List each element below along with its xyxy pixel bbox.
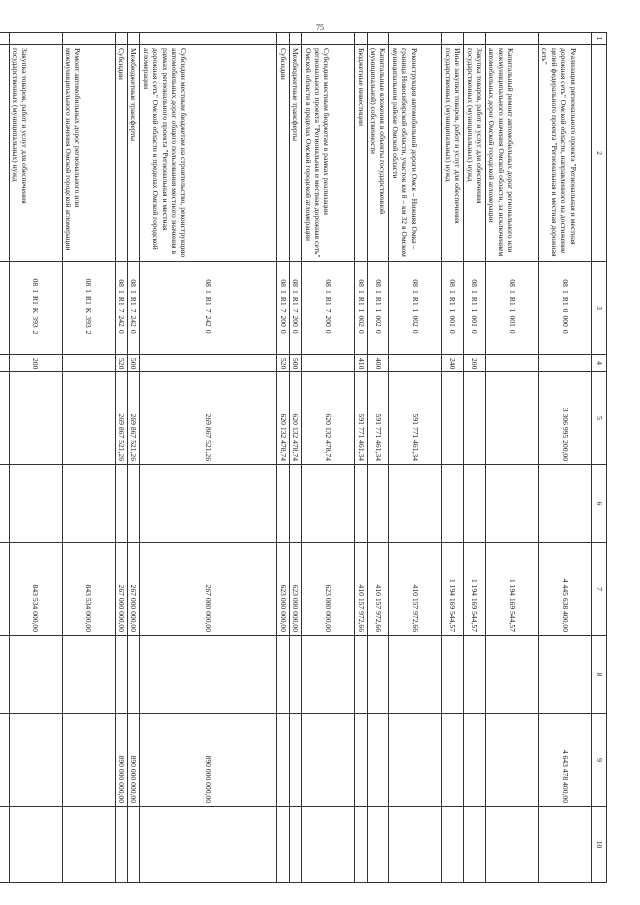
table-row — [0, 33, 9, 883]
table-row — [367, 33, 389, 883]
cell-col8 — [9, 636, 62, 714]
code-part: 08 — [291, 279, 301, 287]
table-row — [355, 33, 367, 883]
code-part: 08 — [411, 279, 421, 287]
cell-col7: 1 194 169 544,57 — [486, 543, 539, 636]
code-part: 08 — [373, 279, 383, 287]
cell-col9 — [355, 714, 367, 807]
cell-col1 — [367, 33, 389, 45]
cell-code — [486, 262, 539, 355]
cell-col5 — [9, 372, 62, 465]
cell-col5: 620 132 478,74 — [277, 372, 289, 465]
cell-col10 — [486, 807, 539, 883]
cell-col9: 4 643 478 400,00 — [539, 714, 592, 807]
table-row — [389, 33, 442, 883]
cell-code — [127, 262, 139, 355]
cell-col7: 410 157 972,66 — [367, 543, 389, 636]
cell-col6 — [367, 465, 389, 543]
code-part: 08 — [129, 279, 139, 287]
code-part: R1 — [204, 296, 214, 306]
budget-table — [0, 32, 607, 883]
cell-col5 — [62, 372, 115, 465]
cell-name: Межбюджетные трансферты — [289, 45, 301, 262]
code-part: 08 — [323, 279, 333, 287]
code-part: 2 — [84, 330, 94, 335]
cell-col8 — [486, 636, 539, 714]
cell-col7: 267 000 000,00 — [115, 543, 127, 636]
code-part: 0 — [323, 329, 333, 334]
cell-col6 — [9, 465, 62, 543]
code-part: 1 — [448, 308, 458, 313]
cell-col7: 843 534 000,00 — [9, 543, 62, 636]
column-header: 10 — [592, 807, 607, 883]
code-part: R1 — [84, 295, 94, 305]
table-row — [127, 33, 139, 883]
cell-name: Реализация регионального проекта "Региональная и местная дорожная сеть" Омской области, направленного на достижение целей федерального проекта "Региональная и местная дорожная сеть" — [539, 45, 592, 262]
code-part: 7 — [129, 308, 139, 313]
column-header: 8 — [592, 636, 607, 714]
code-part: 1 — [470, 289, 480, 294]
code-part: 001 — [448, 315, 458, 327]
cell-col6 — [389, 465, 442, 543]
cell-col10 — [355, 807, 367, 883]
cell-vr: 520 — [115, 355, 127, 372]
cell-col8 — [277, 636, 289, 714]
cell-col8 — [140, 636, 277, 714]
code-part: 0 — [291, 329, 301, 334]
cell-code — [367, 262, 389, 355]
code-part: R1 — [129, 296, 139, 306]
cell-name: Капитальные вложения в объекты государственной (муниципальной) собственности — [367, 45, 389, 262]
cell-col9 — [389, 714, 442, 807]
code-part: R1 — [31, 295, 41, 305]
cell-col6 — [289, 465, 301, 543]
code-part: 08 — [448, 279, 458, 287]
code-part: 002 — [411, 315, 421, 327]
cell-col5: 620 132 478,74 — [302, 372, 355, 465]
code-part: 08 — [84, 278, 94, 287]
cell-col9 — [277, 714, 289, 807]
cell-vr — [302, 355, 355, 372]
cell-code — [355, 262, 367, 355]
code-part: 0 — [116, 329, 126, 334]
cell-col8 — [62, 636, 115, 714]
code-part: 1 — [84, 289, 94, 293]
cell-col8 — [367, 636, 389, 714]
cell-col6 — [302, 465, 355, 543]
cell-col7: 1 194 169 544,57 — [464, 543, 486, 636]
table-row — [62, 33, 115, 883]
column-header: 2 — [592, 45, 607, 262]
code-part: R1 — [448, 296, 458, 306]
code-part: 002 — [373, 315, 383, 327]
cell-col6 — [486, 465, 539, 543]
cell-col7 — [0, 543, 9, 636]
cell-vr — [389, 355, 442, 372]
cell-code — [539, 262, 592, 355]
cell-col8 — [289, 636, 301, 714]
code-part: 1 — [448, 289, 458, 294]
cell-col9: 890 000 000,00 — [115, 714, 127, 807]
cell-code — [442, 262, 464, 355]
cell-col10 — [442, 807, 464, 883]
cell-code — [0, 262, 9, 355]
code-part: 7 — [204, 308, 214, 313]
cell-col9 — [302, 714, 355, 807]
cell-col8 — [355, 636, 367, 714]
cell-col9 — [62, 714, 115, 807]
code-part: 0 — [560, 329, 570, 334]
code-part: 1 — [356, 308, 366, 313]
cell-col5: 591 771 461,34 — [367, 372, 389, 465]
code-part: 1 — [129, 289, 139, 294]
cell-col5: 3 306 995 200,00 — [539, 372, 592, 465]
code-part: 002 — [356, 315, 366, 327]
code-part: 08 — [278, 279, 288, 287]
cell-col5 — [486, 372, 539, 465]
cell-col6 — [277, 465, 289, 543]
code-part: 0 — [373, 329, 383, 334]
code-part: 1 — [411, 289, 421, 294]
code-part: 7 — [323, 308, 333, 313]
code-part: 1 — [560, 289, 570, 294]
code-part: 1 — [323, 289, 333, 294]
cell-col5 — [0, 372, 9, 465]
page-number: 75 — [316, 23, 324, 32]
cell-col8 — [127, 636, 139, 714]
column-header: 9 — [592, 714, 607, 807]
cell-name: Реконструкция автомобильной дороги Омск – Нижняя Омка – граница Новосибирской области, участок км 8 – км 32 в Омском муниципальном районе Омской области — [389, 45, 442, 262]
code-part: 1 — [116, 289, 126, 294]
cell-col10 — [277, 807, 289, 883]
table-body — [0, 33, 592, 883]
code-part: 2 — [31, 330, 41, 335]
cell-col8 — [389, 636, 442, 714]
cell-col1 — [277, 33, 289, 45]
cell-col1 — [115, 33, 127, 45]
cell-col8 — [115, 636, 127, 714]
rotated-table-wrapper — [10, 32, 607, 882]
cell-col7: 623 000 000,00 — [289, 543, 301, 636]
column-header: 6 — [592, 465, 607, 543]
cell-col1 — [539, 33, 592, 45]
code-part: 0 — [278, 329, 288, 334]
code-part: 0 — [448, 329, 458, 334]
cell-vr: 520 — [277, 355, 289, 372]
code-part: 001 — [507, 315, 517, 327]
cell-col10 — [62, 807, 115, 883]
code-part: 001 — [470, 315, 480, 327]
cell-col5: 269 867 521,26 — [127, 372, 139, 465]
code-part: 0 — [129, 329, 139, 334]
code-part: R1 — [470, 296, 480, 306]
code-part: 200 — [278, 315, 288, 327]
cell-code — [62, 262, 115, 355]
cell-code — [289, 262, 301, 355]
table-row — [539, 33, 592, 883]
cell-col10 — [539, 807, 592, 883]
cell-col7: 410 157 972,66 — [355, 543, 367, 636]
cell-name: Ремонт автомобильных дорог регионального или межмуниципального значения Омской городской агломерации — [62, 45, 115, 262]
cell-vr: 500 — [289, 355, 301, 372]
cell-name: Бюджетные инвестиции — [355, 45, 367, 262]
code-part: 1 — [291, 289, 301, 294]
code-part: 393 — [84, 316, 94, 328]
cell-col5: 620 132 478,74 — [289, 372, 301, 465]
cell-col1 — [302, 33, 355, 45]
cell-vr: 500 — [127, 355, 139, 372]
table-row — [486, 33, 539, 883]
cell-vr — [62, 355, 115, 372]
code-part: R1 — [291, 296, 301, 306]
cell-col5: 269 867 521,26 — [140, 372, 277, 465]
code-part: K — [31, 307, 41, 314]
cell-col10 — [127, 807, 139, 883]
cell-col5: 269 867 521,26 — [115, 372, 127, 465]
cell-col10 — [140, 807, 277, 883]
code-part: 08 — [356, 279, 366, 287]
cell-col6 — [0, 465, 9, 543]
cell-col1 — [289, 33, 301, 45]
cell-col5 — [442, 372, 464, 465]
cell-col6 — [464, 465, 486, 543]
cell-col6 — [539, 465, 592, 543]
cell-name: Закупка товаров, работ и услуг для обеспечения государственных (муниципальных) нужд — [9, 45, 62, 262]
code-part: 08 — [507, 279, 517, 287]
table-row — [289, 33, 301, 883]
table-header-row — [592, 33, 607, 883]
code-part: 0 — [356, 329, 366, 334]
cell-vr: 400 — [367, 355, 389, 372]
cell-code — [389, 262, 442, 355]
cell-code — [140, 262, 277, 355]
cell-col8 — [0, 636, 9, 714]
cell-code — [9, 262, 62, 355]
cell-col6 — [115, 465, 127, 543]
code-part: R1 — [373, 296, 383, 306]
code-part: 200 — [291, 315, 301, 327]
cell-col10 — [367, 807, 389, 883]
cell-col10 — [464, 807, 486, 883]
cell-col5: 591 771 461,34 — [355, 372, 367, 465]
cell-col10 — [9, 807, 62, 883]
column-header: 4 — [592, 355, 607, 372]
cell-vr: 240 — [442, 355, 464, 372]
code-part: 1 — [411, 308, 421, 313]
cell-col10 — [0, 807, 9, 883]
cell-col1 — [62, 33, 115, 45]
cell-col7: 4 445 638 400,00 — [539, 543, 592, 636]
code-part: 1 — [278, 289, 288, 294]
code-part: 7 — [116, 308, 126, 313]
code-part: 08 — [31, 278, 41, 287]
table-row — [464, 33, 486, 883]
cell-code — [302, 262, 355, 355]
cell-col1 — [0, 33, 9, 45]
cell-col9 — [486, 714, 539, 807]
table-row — [140, 33, 277, 883]
code-part: 1 — [204, 289, 214, 294]
code-part: R1 — [356, 296, 366, 306]
cell-col8 — [539, 636, 592, 714]
cell-code — [115, 262, 127, 355]
code-part: 1 — [373, 289, 383, 294]
cell-col9 — [442, 714, 464, 807]
cell-col1 — [9, 33, 62, 45]
cell-col6 — [140, 465, 277, 543]
code-part: 08 — [470, 279, 480, 287]
code-part: 242 — [116, 315, 126, 327]
cell-col6 — [127, 465, 139, 543]
cell-col7: 623 000 000,00 — [302, 543, 355, 636]
cell-name: Субсидии — [115, 45, 127, 262]
cell-name: Закупка товаров, работ и услуг для обеспечения государственных (муниципальных) нужд — [464, 45, 486, 262]
cell-col9 — [0, 714, 9, 807]
cell-col9 — [464, 714, 486, 807]
code-part: K — [84, 307, 94, 314]
cell-vr: 200 — [9, 355, 62, 372]
code-part: R1 — [560, 296, 570, 306]
cell-col9: 890 000 000,00 — [140, 714, 277, 807]
cell-vr: 200 — [464, 355, 486, 372]
cell-col7: 410 157 972,66 — [389, 543, 442, 636]
table-row — [277, 33, 289, 883]
cell-col7: 1 194 169 544,57 — [442, 543, 464, 636]
cell-vr — [140, 355, 277, 372]
cell-code — [277, 262, 289, 355]
cell-col10 — [289, 807, 301, 883]
cell-col8 — [464, 636, 486, 714]
code-part: 200 — [323, 315, 333, 327]
code-part: 08 — [204, 279, 214, 287]
cell-vr — [539, 355, 592, 372]
cell-col9: 890 000 000,00 — [127, 714, 139, 807]
table-row — [302, 33, 355, 883]
cell-name: Субсидии местным бюджетам на строительство, реконструкцию автомобильных дорог общего пользования местного значения в рамках регионального проекта "Региональная и местная дорожная сеть" Омской области в пределах Омской городской агломерации — [140, 45, 277, 262]
code-part: 1 — [470, 308, 480, 313]
cell-vr — [0, 355, 9, 372]
code-part: 7 — [291, 308, 301, 313]
cell-col10 — [389, 807, 442, 883]
table-row — [442, 33, 464, 883]
code-part: 08 — [116, 279, 126, 287]
cell-col1 — [389, 33, 442, 45]
table-row — [9, 33, 62, 883]
cell-name: Капитальный ремонт автомобильных дорог регионального или межмуниципального значения Омской области, за исключением автомобильных дорог Омской городской агломерации — [486, 45, 539, 262]
cell-col9 — [9, 714, 62, 807]
column-header: 7 — [592, 543, 607, 636]
code-part: R1 — [507, 296, 517, 306]
code-part: 242 — [204, 315, 214, 327]
cell-col7: 267 000 000,00 — [140, 543, 277, 636]
cell-col6 — [62, 465, 115, 543]
cell-col5: 591 771 461,34 — [389, 372, 442, 465]
cell-name: Межбюджетные трансферты — [127, 45, 139, 262]
code-part: 1 — [507, 308, 517, 313]
cell-col9 — [367, 714, 389, 807]
cell-col8 — [442, 636, 464, 714]
cell-col10 — [302, 807, 355, 883]
code-part: 1 — [356, 289, 366, 294]
code-part: 000 — [560, 315, 570, 327]
cell-col1 — [355, 33, 367, 45]
cell-vr: 410 — [355, 355, 367, 372]
code-part: 0 — [470, 329, 480, 334]
code-part: 0 — [560, 308, 570, 313]
column-header: 1 — [592, 33, 607, 45]
code-part: R1 — [278, 296, 288, 306]
cell-col7: 267 000 000,00 — [127, 543, 139, 636]
column-header: 3 — [592, 262, 607, 355]
cell-code — [464, 262, 486, 355]
cell-col1 — [486, 33, 539, 45]
column-header: 5 — [592, 372, 607, 465]
code-part: 1 — [373, 308, 383, 313]
cell-col6 — [355, 465, 367, 543]
table-row — [115, 33, 127, 883]
cell-col1 — [140, 33, 277, 45]
code-part: 393 — [31, 316, 41, 328]
code-part: 1 — [507, 289, 517, 294]
cell-name: Иные закупки товаров, работ и услуг для обеспечения государственных (муниципальных) нужд — [442, 45, 464, 262]
cell-vr — [486, 355, 539, 372]
code-part: 7 — [278, 308, 288, 313]
code-part: R1 — [411, 296, 421, 306]
cell-col6 — [442, 465, 464, 543]
cell-col1 — [127, 33, 139, 45]
cell-col7: 843 534 000,00 — [62, 543, 115, 636]
code-part: 242 — [129, 315, 139, 327]
cell-col1 — [464, 33, 486, 45]
cell-col7: 623 000 000,00 — [277, 543, 289, 636]
code-part: 0 — [507, 329, 517, 334]
code-part: R1 — [323, 296, 333, 306]
code-part: 0 — [204, 329, 214, 334]
code-part: 08 — [560, 279, 570, 287]
cell-col10 — [115, 807, 127, 883]
cell-name — [0, 45, 9, 262]
cell-name: Субсидии — [277, 45, 289, 262]
cell-col5 — [464, 372, 486, 465]
cell-col1 — [442, 33, 464, 45]
code-part: 1 — [31, 289, 41, 293]
code-part: 0 — [411, 329, 421, 334]
code-part: R1 — [116, 296, 126, 306]
cell-col8 — [302, 636, 355, 714]
cell-name: Субсидии местным бюджетам в рамках реализации регионального проекта "Региональная и местная дорожная сеть" Омской области в пределах Омской городской агломерации — [302, 45, 355, 262]
cell-col9 — [289, 714, 301, 807]
